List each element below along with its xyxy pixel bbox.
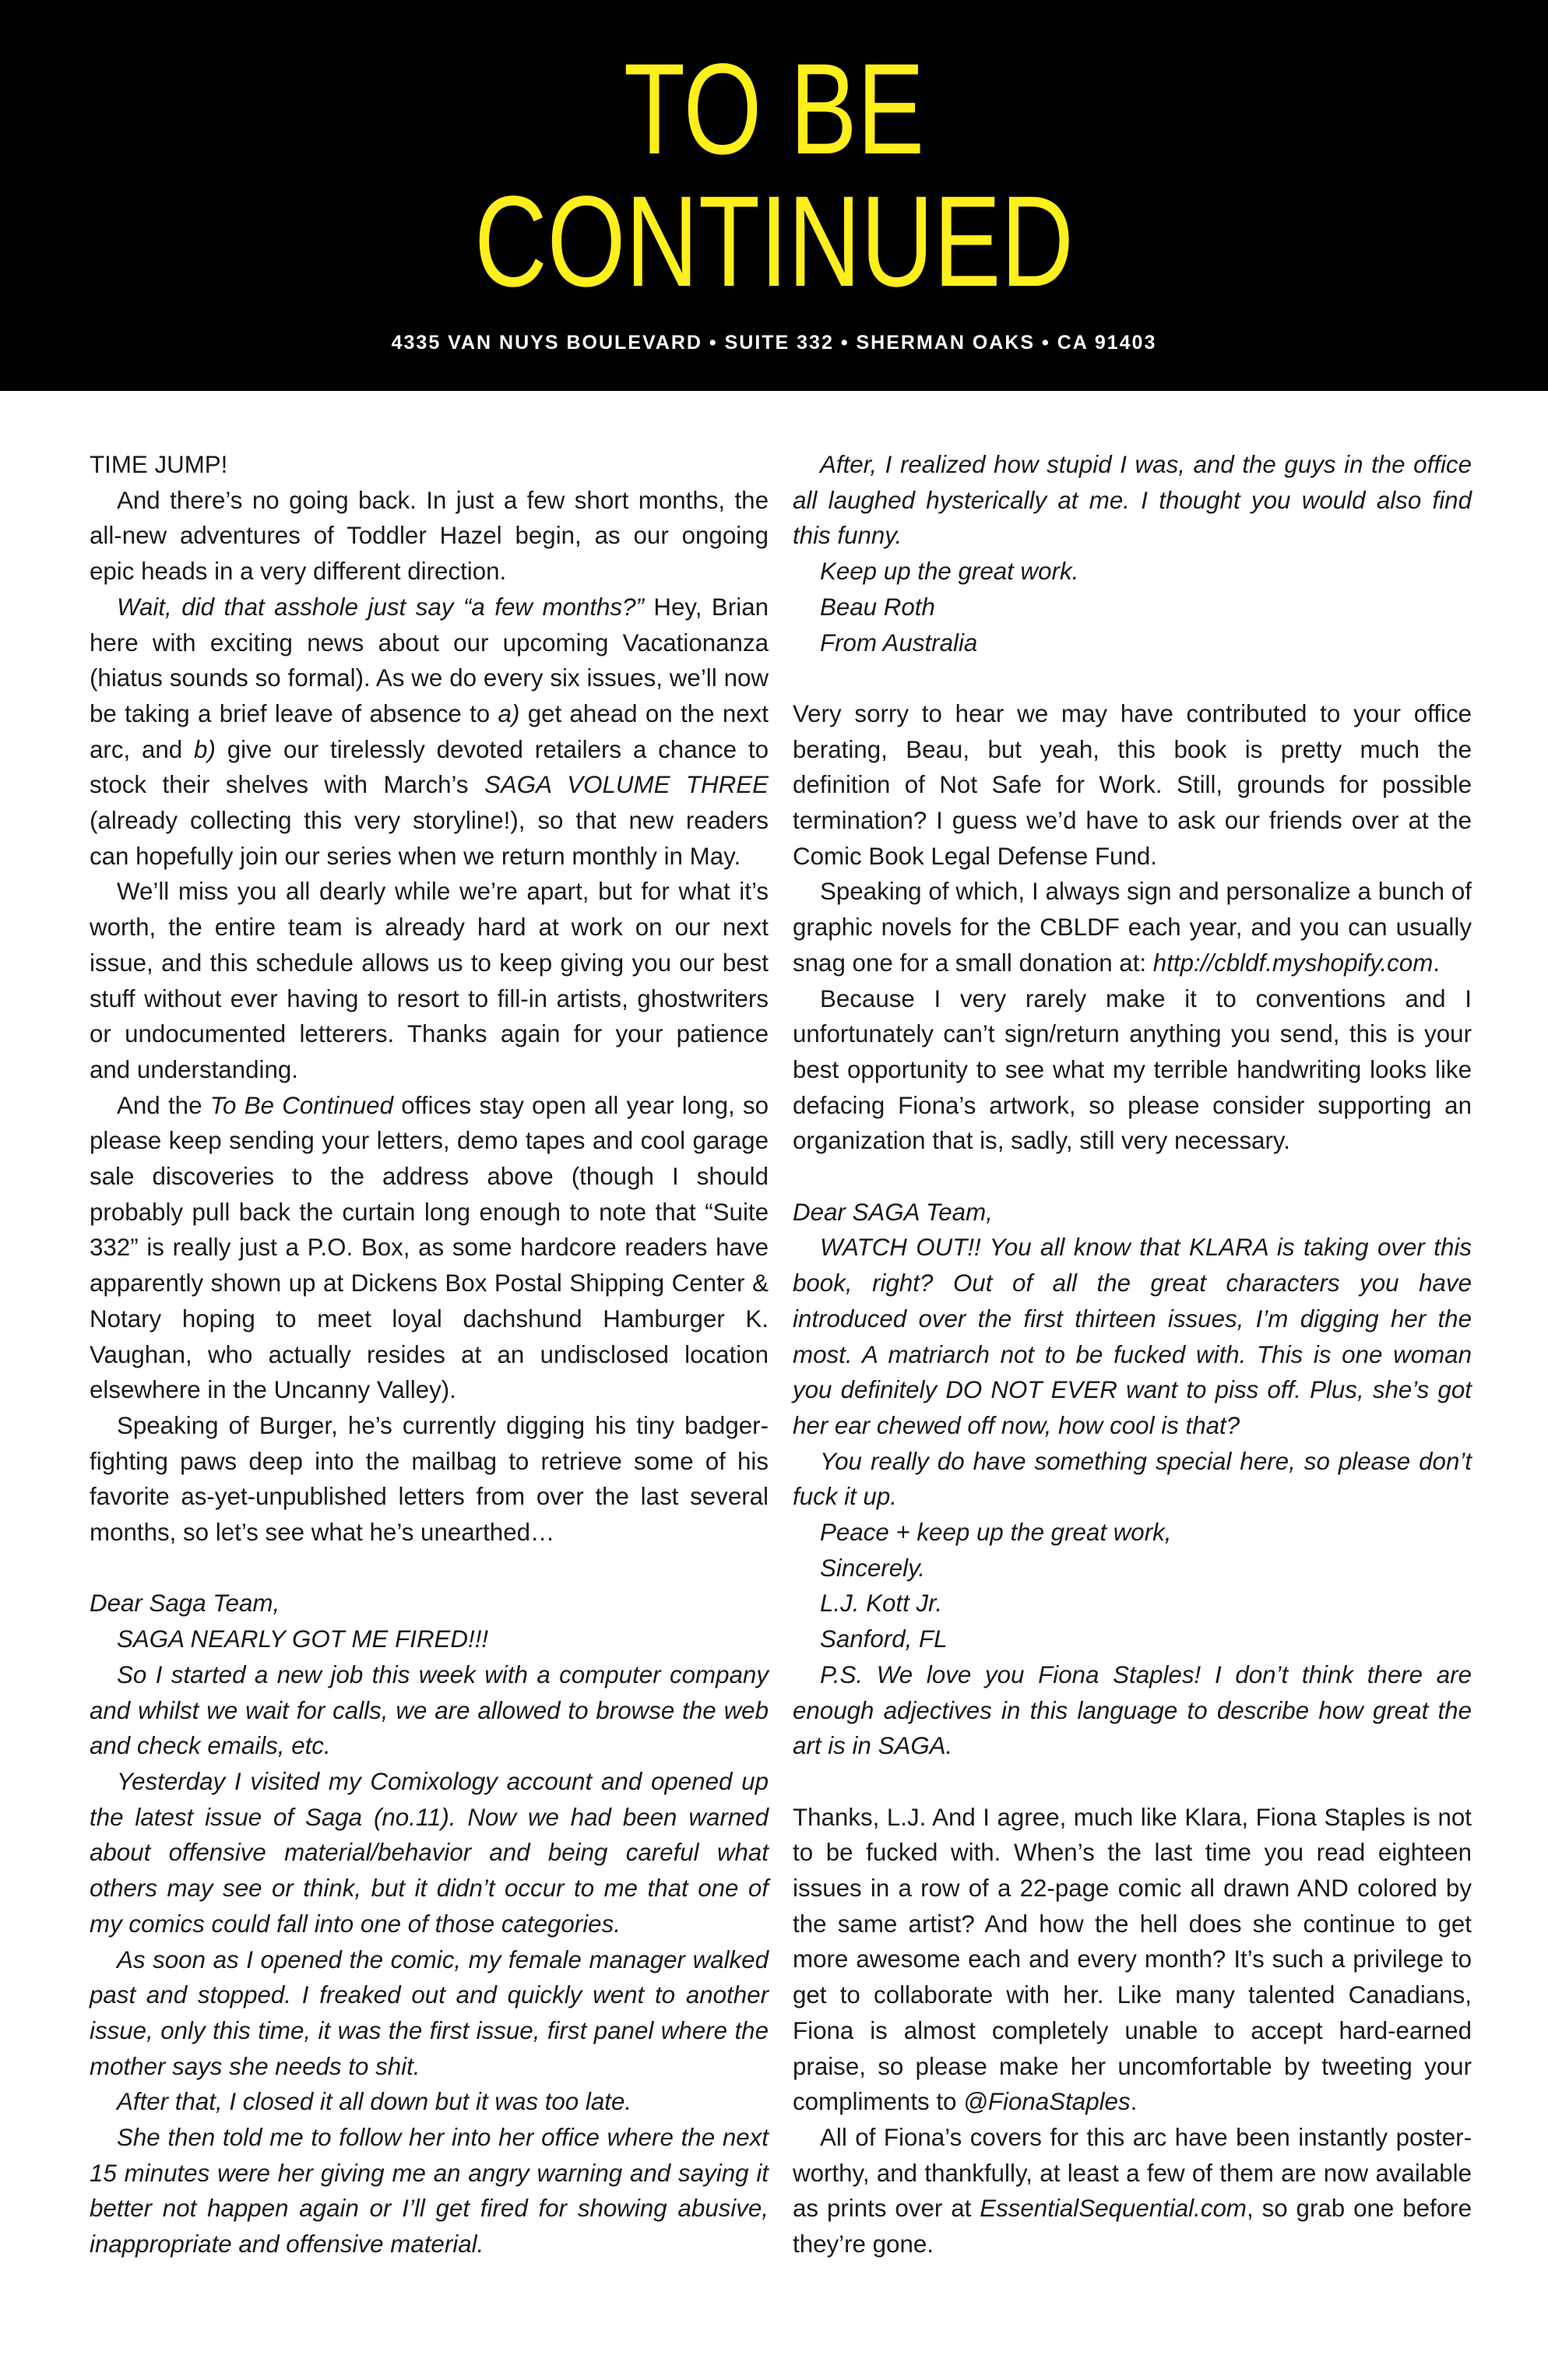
letter-paragraph: WATCH OUT!! You all know that KLARA is taking over this book, right? Out of all the great characters you have introduced over the first thirteen issues, I’m digging her the most. A matriarch not to be fucked with. This is one woman you definitely DO NOT EVER want to piss off. Plus, she’s got her ear chewed off now, how cool is that?	[793, 1234, 1472, 1439]
letter-closing: Sincerely.	[820, 1554, 926, 1582]
title-line-2: CONTINUED	[474, 170, 1074, 314]
letter-signoff: Keep up the great work.	[820, 558, 1079, 586]
editorial-paragraph: And there’s no going back. In just a few short months, the all-new adventures of Toddler Hazel begin, as our ongoing epic heads in a very different direction.	[90, 486, 769, 586]
letter-salutation: Dear Saga Team,	[90, 1590, 280, 1618]
left-column	[90, 447, 769, 2262]
letter-paragraph: As soon as I opened the comic, my female manager walked past and stopped. I freaked out and quickly went to another issue, only this time, it was the first issue, first panel where the mother says she needs to shit.	[90, 1945, 769, 2080]
cbldf-link: http://cbldf.myshopify.com	[1152, 949, 1434, 977]
letter-paragraph: After that, I closed it all down but it was too late.	[117, 2088, 632, 2116]
letter-location: Sanford, FL	[820, 1625, 948, 1653]
masthead	[0, 0, 1548, 391]
spacer	[793, 660, 1472, 696]
right-column	[793, 447, 1472, 2262]
editorial-heading: TIME JUMP!	[90, 451, 228, 478]
letter-author: L.J. Kott Jr.	[820, 1590, 943, 1618]
letter-postscript: P.S. We love you Fiona Staples! I don’t think there are enough adjectives in this language to describe how great the art is in SAGA.	[793, 1660, 1472, 1760]
twitter-handle: @FionaStaples	[963, 2088, 1131, 2116]
quote-text: Wait, did that asshole just say “a few months?”	[117, 593, 644, 621]
letter-paragraph: You really do have something special here, so please don’t fuck it up.	[793, 1447, 1472, 1511]
book-title: SAGA VOLUME THREE	[484, 771, 769, 799]
letter-paragraph: Yesterday I visited my Comixology account and opened up the latest issue of Saga (no.11). Now we had been warned about offensive material/behavior and being careful what others may see or think, but it didn’t occur to me that one of my comics could fall into one of those categories.	[90, 1768, 769, 1938]
spacer	[793, 1159, 1472, 1195]
letter-location: From Australia	[820, 628, 978, 657]
spacer	[793, 1764, 1472, 1800]
letter-paragraph: SAGA NEARLY GOT ME FIRED!!!	[117, 1625, 489, 1653]
column-title: To Be Continued	[209, 1091, 393, 1119]
letter-paragraph: She then told me to follow her into her office where the next 15 minutes were her giving me an angry warning and saying it better not happen again or I’ll get fired for showing abusive, inappropriate and offensive material.	[90, 2124, 769, 2259]
letter-author: Beau Roth	[820, 593, 935, 621]
letter-salutation: Dear SAGA Team,	[793, 1198, 993, 1226]
letter-paragraph: So I started a new job this week with a computer company and whilst we wait for calls, we are allowed to browse the web and check emails, etc.	[90, 1660, 769, 1760]
spacer	[90, 1551, 769, 1586]
editorial-paragraph: Speaking of Burger, he’s currently digging his tiny badger-fighting paws deep into the mailbag to retrieve some of his favorite as-yet-unpublished letters from over the last several months, so let’s see what he’s unearthed…	[90, 1411, 769, 1547]
reply-paragraph: Very sorry to hear we may have contributed to your office berating, Beau, but yeah, this book is pretty much the definition of Not Safe for Work. Still, grounds for possible termination? I guess we’d have to ask our friends over at the Comic Book Legal Defense Fund.	[793, 699, 1472, 870]
reply-paragraph: Speaking of which, I always sign and personalize a bunch of graphic novels for the CBLDF each year, and you can usually snag one for a small donation at: http://cbldf.myshopify.com.	[793, 878, 1472, 977]
reply-paragraph: Because I very rarely make it to conventions and I unfortunately can’t sign/return anything you send, this is your best opportunity to see what my terrible handwriting looks like defacing Fiona’s artwork, so please consider supporting an organization that is, sadly, still very necessary.	[793, 984, 1472, 1155]
title-line-1: TO BE	[623, 37, 925, 181]
editorial-paragraph: Wait, did that asshole just say “a few months?” Hey, Brian here with exciting news about our upcoming Vacationanza (hiatus sounds so formal). As we do every six issues, we’ll now be taking a brief leave of absence to a) get ahead on the next arc, and b) give our tirelessly devoted retailers a chance to stock their shelves with March’s SAGA VOLUME THREE (already collecting this very storyline!), so that new readers can hopefully join our series when we return monthly in May.	[90, 593, 769, 870]
reply-paragraph: All of Fiona’s covers for this arc have been instantly poster-worthy, and thankfully, at least a few of them are now available as prints over at EssentialSequential.com, so grab one before they’re gone.	[793, 2124, 1472, 2259]
editorial-paragraph: And the To Be Continued offices stay open all year long, so please keep sending your letters, demo tapes and cool garage sale discoveries to the address above (though I should probably pull back the curtain long enough to note that “Suite 332” is really just a P.O. Box, as some hardcore readers have apparently shown up at Dickens Box Postal Shipping Center & Notary hoping to meet loyal dachshund Hamburger K. Vaughan, who actually resides at an undisclosed location elsewhere in the Uncanny Valley).	[90, 1091, 769, 1404]
editorial-paragraph: We’ll miss you all dearly while we’re apart, but for what it’s worth, the entire team is already hard at work on our next issue, and this schedule allows us to keep giving you our best stuff without ever having to resort to fill-in artists, ghostwriters or undocumented letterers. Thanks again for your patience and understanding.	[90, 878, 769, 1083]
reply-paragraph: Thanks, L.J. And I agree, much like Klara, Fiona Staples is not to be fucked with. When’s the last time you read eighteen issues in a row of a 22-page comic all drawn AND colored by the same artist? And how the hell does she continue to get more awesome each and every month? It’s such a privilege to get to collaborate with her. Like many talented Canadians, Fiona is almost completely unable to accept hard-earned praise, so please make her uncomfortable by tweeting your compliments to @FionaStaples.	[793, 1803, 1472, 2116]
letter-signoff: Peace + keep up the great work,	[820, 1519, 1172, 1547]
shop-link: EssentialSequential.com	[980, 2195, 1247, 2223]
letter-paragraph: After, I realized how stupid I was, and the guys in the office all laughed hysterically at me. I thought you would also find this funny.	[793, 451, 1472, 550]
mailing-address: 4335 VAN NUYS BOULEVARD • SUITE 332 • SHERMAN OAKS • CA 91403	[391, 332, 1157, 354]
